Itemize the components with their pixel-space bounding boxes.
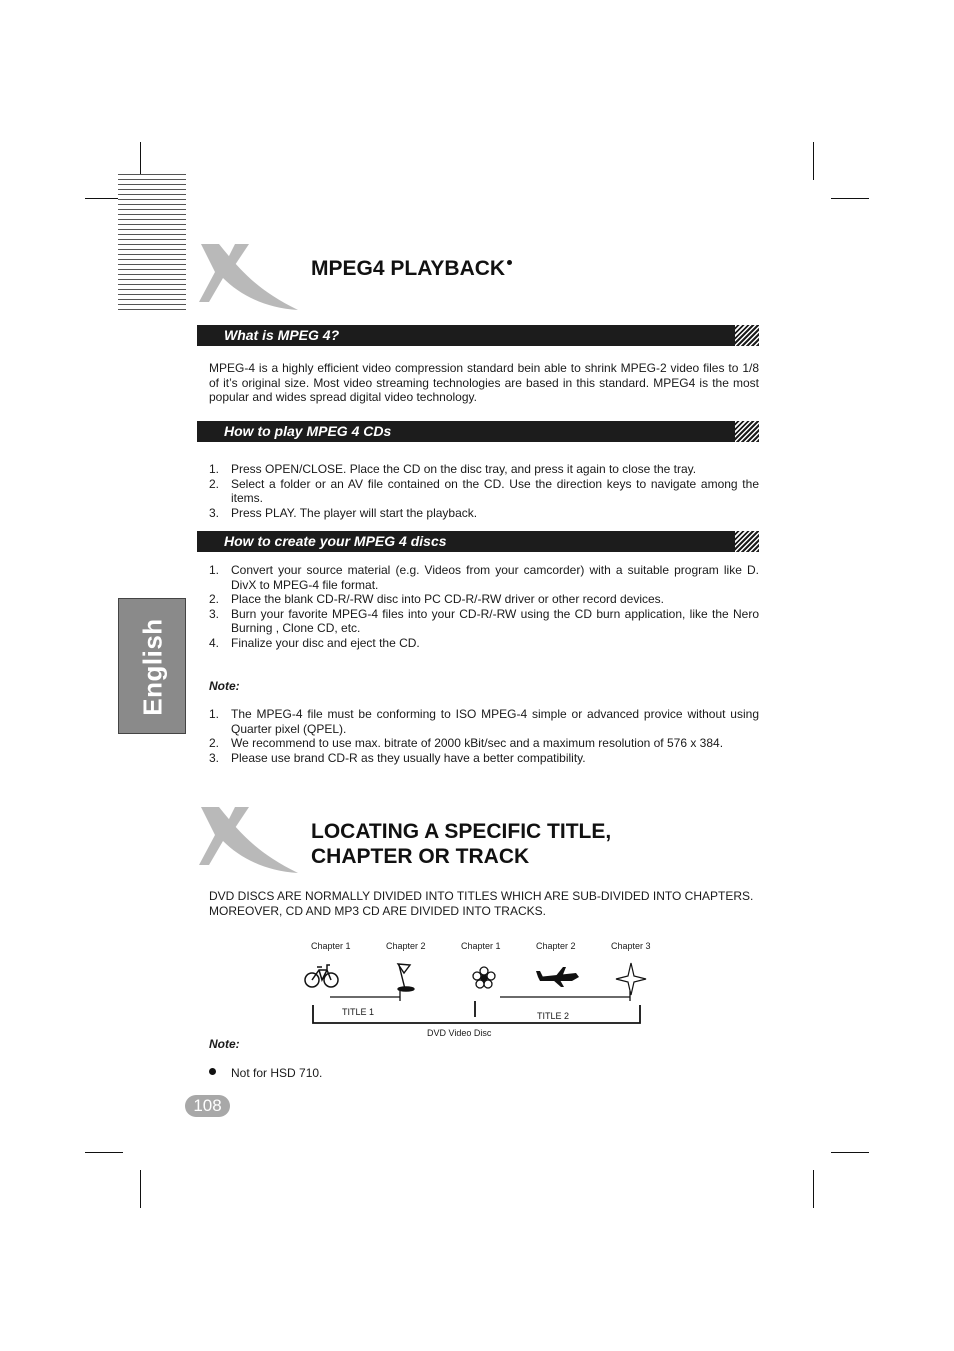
title-chapter-diagram <box>300 955 660 1030</box>
disc-label: DVD Video Disc <box>427 1028 492 1038</box>
hatch-decoration <box>735 531 759 552</box>
page-number: 108 <box>185 1095 230 1117</box>
section-bar-title: What is MPEG 4? <box>224 327 340 343</box>
list-text: The MPEG-4 file must be conforming to ISO MPEG-4 simple or advanced provice without using Quarter pixel (QPEL). <box>231 707 759 736</box>
section-bar-title: How to create your MPEG 4 discs <box>224 533 447 549</box>
list-text: Finalize your disc and eject the CD. <box>231 635 420 650</box>
flower-icon <box>473 967 495 988</box>
list-number: 3. <box>209 505 220 520</box>
list-number: 1. <box>209 462 220 476</box>
language-tab <box>118 598 186 734</box>
language-tab-label: English <box>137 618 168 716</box>
airplane-icon <box>536 967 579 987</box>
note-bullet-text: Not for HSD 710. <box>231 1066 323 1080</box>
list-number: 2. <box>209 592 220 606</box>
section-title-line: CHAPTER OR TRACK <box>311 845 530 868</box>
note-label: Note: <box>209 1037 240 1051</box>
list-item <box>209 506 759 521</box>
note-list <box>209 707 759 765</box>
play-steps-list <box>209 462 759 520</box>
list-text: Press OPEN/CLOSE. Place the CD on the disc tray, and press it again to close the tray. <box>231 462 697 476</box>
section-bar <box>197 421 759 442</box>
list-number: 2. <box>209 736 220 750</box>
section-title <box>311 819 611 869</box>
bullet-dot-icon <box>507 260 512 265</box>
chapter-label: Chapter 1 <box>311 941 351 951</box>
section-bar <box>197 531 759 552</box>
what-paragraph: MPEG-4 is a highly efficient video compression standard bein able to shrink MPEG-2 video files to 1/8 of it’s original size. Most video streaming technologies are based in this standard. MPEG4 is the most popular and wides spread digital video technology. <box>209 361 759 404</box>
chapter-label: Chapter 3 <box>611 941 651 951</box>
list-item <box>209 592 759 607</box>
list-text: We recommend to use max. bitrate of 2000 kBit/sec and a maximum resolution of 576 x 384. <box>231 736 724 750</box>
section-title-text: MPEG4 PLAYBACK <box>311 257 506 280</box>
list-number: 1. <box>209 563 220 577</box>
crop-mark <box>85 1152 123 1153</box>
list-number: 3. <box>209 606 220 621</box>
list-item <box>209 563 759 592</box>
bicycle-icon <box>305 965 338 987</box>
list-item <box>209 736 759 751</box>
section-title-line: LOCATING A SPECIFIC TITLE, <box>311 820 612 843</box>
x-logo-icon <box>195 240 305 315</box>
section-title <box>311 256 512 281</box>
list-number: 4. <box>209 635 220 650</box>
crop-mark <box>831 1152 869 1153</box>
section-bar <box>197 325 759 346</box>
list-text: Convert your source material (e.g. Videos from your camcorder) with a suitable program like D. DivX to MPEG-4 file format. <box>231 563 759 592</box>
title-label: TITLE 1 <box>342 1007 375 1017</box>
hatch-decoration <box>735 421 759 442</box>
list-number: 1. <box>209 707 220 721</box>
section-bar-title: How to play MPEG 4 CDs <box>224 423 392 439</box>
star-icon <box>616 963 646 995</box>
list-text: Place the blank CD-R/-RW disc into PC CD-R/-RW driver or other record devices. <box>231 592 665 606</box>
list-item <box>209 462 759 477</box>
list-text: Select a folder or an AV file contained on the CD. Use the direction keys to navigate among the items. <box>231 476 759 505</box>
list-number: 3. <box>209 750 220 765</box>
crop-mark <box>813 142 814 180</box>
list-text: Press PLAY. The player will start the playback. <box>231 505 478 520</box>
create-steps-list <box>209 563 759 650</box>
crop-mark <box>140 1170 141 1208</box>
flag-icon <box>398 964 414 991</box>
list-item <box>209 477 759 506</box>
title-label: TITLE 2 <box>537 1011 570 1021</box>
intro-paragraph: DVD DISCS ARE NORMALLY DIVIDED INTO TITLES WHICH ARE SUB-DIVIDED INTO CHAPTERS. MOREOVER, CD AND MP3 CD ARE DIVIDED INTO TRACKS. <box>209 889 754 918</box>
chapter-markers <box>330 991 630 1001</box>
hatch-decoration <box>735 325 759 346</box>
list-item <box>209 607 759 636</box>
chapter-label: Chapter 2 <box>386 941 426 951</box>
note-label: Note: <box>209 679 240 693</box>
bullet-dot-icon <box>209 1068 216 1075</box>
x-logo-icon <box>195 803 305 878</box>
list-number: 2. <box>209 476 220 491</box>
list-item <box>209 636 759 651</box>
list-text: Please use brand CD-R as they usually have a better compatibility. <box>231 750 586 765</box>
crop-mark <box>813 1170 814 1208</box>
chapter-label: Chapter 2 <box>536 941 576 951</box>
decorative-stripes <box>118 174 186 312</box>
crop-mark <box>831 198 869 199</box>
chapter-label: Chapter 1 <box>461 941 501 951</box>
list-text: Burn your favorite MPEG-4 files into your CD-R/-RW using the CD burn application, like the Nero Burning , Clone CD, etc. <box>231 606 759 635</box>
list-item <box>209 751 759 766</box>
list-item <box>209 707 759 736</box>
